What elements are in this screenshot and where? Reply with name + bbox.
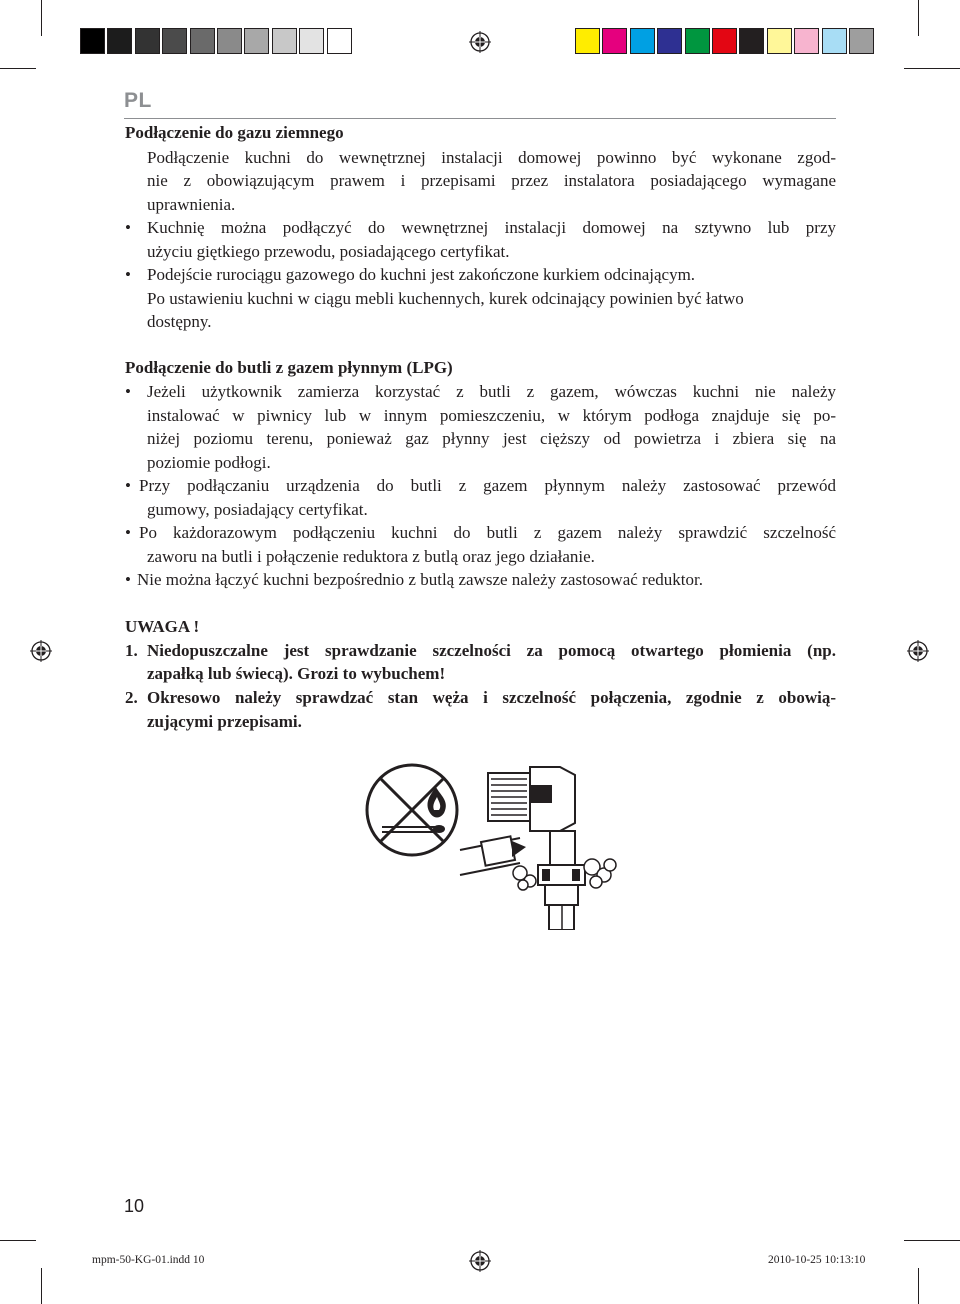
warning-line: zapałką lub świecą). Grozi to wybuchem! <box>147 664 446 683</box>
warning-number: 1. <box>125 641 138 660</box>
language-label: PL <box>124 89 152 112</box>
color-swatch <box>80 28 105 54</box>
bullet-icon: • <box>125 382 131 401</box>
bullet-line: Nie można łączyć kuchni bezpośrednio z butlą zawsze należy zastosować reduktor. <box>137 570 703 589</box>
warning-line: Okresowo należy sprawdzać stan węża i szczelność połączenia, zgodnie z obowią- <box>147 688 836 707</box>
color-swatch <box>849 28 874 54</box>
bullet-line: Kuchnię można podłączyć do wewnętrznej instalacji domowej na sztywno lub przy <box>147 218 836 237</box>
color-swatch <box>244 28 269 54</box>
color-swatch <box>190 28 215 54</box>
bullet-line: poziomie podłogi. <box>147 453 271 472</box>
page-number: 10 <box>124 1196 145 1216</box>
warning-title: UWAGA ! <box>125 617 200 636</box>
file-slug: mpm-50-KG-01.indd 10 <box>92 1254 205 1266</box>
bullet-line: gumowy, posiadający certyfikat. <box>147 500 368 519</box>
color-swatch <box>327 28 352 54</box>
timestamp-slug: 2010-10-25 10:13:10 <box>768 1254 866 1266</box>
color-swatch <box>162 28 187 54</box>
bullet-icon: • <box>125 265 131 284</box>
bullet-line: Jeżeli użytkownik zamierza korzystać z butli z gazem, wówczas kuchni nie należy <box>147 382 836 401</box>
crop-mark <box>41 0 42 36</box>
color-swatch <box>299 28 324 54</box>
bullet-line: Po każdorazowym podłączeniu kuchni do butli z gazem należy sprawdzić szczelność <box>139 523 836 542</box>
brush-icon <box>512 841 526 857</box>
crop-mark <box>918 0 919 36</box>
color-swatch <box>575 28 600 54</box>
bullet-line: użyciu giętkiego przewodu, posiadającego certyfikat. <box>147 242 510 261</box>
color-swatch <box>107 28 132 54</box>
color-swatch <box>657 28 682 54</box>
bullet-line: dostępny. <box>147 312 212 331</box>
section-heading-lpg: Podłączenie do butli z gazem płynnym (LPG) <box>125 358 453 377</box>
bullet-line: zaworu na butli i połączenie reduktora z butlą oraz jego działanie. <box>147 547 595 566</box>
warning-line: zującymi przepisami. <box>147 712 302 731</box>
color-swatch <box>822 28 847 54</box>
bullet-icon: • <box>125 476 131 495</box>
paragraph-line: uprawnienia. <box>147 195 236 214</box>
registration-mark-icon <box>907 640 929 662</box>
paragraph-line: Podłączenie kuchni do wewnętrznej instalacji domowej powinno być wykonane zgod- <box>147 148 836 167</box>
color-swatch <box>602 28 627 54</box>
registration-mark-icon <box>30 640 52 662</box>
leak-test-illustration <box>360 755 850 930</box>
bullet-icon: • <box>125 523 131 542</box>
crop-mark <box>0 1240 36 1241</box>
bullet-line: niżej poziomu terenu, ponieważ gaz płynny jest cięższy od powietrza i zbiera się na <box>147 429 836 448</box>
hose-icon <box>460 836 520 875</box>
registration-mark-icon <box>469 31 491 53</box>
no-open-flame-icon <box>367 765 457 855</box>
bullet-line: Po ustawieniu kuchni w ciągu mebli kuchennych, kurek odcinający powinien być łatwo <box>147 289 744 308</box>
crop-mark <box>904 68 960 69</box>
crop-mark <box>904 1240 960 1241</box>
header-rule <box>124 118 836 119</box>
color-swatch <box>712 28 737 54</box>
color-swatch <box>794 28 819 54</box>
color-swatch <box>217 28 242 54</box>
color-swatch <box>272 28 297 54</box>
crop-mark <box>41 1268 42 1304</box>
warning-number: 2. <box>125 688 138 707</box>
bullet-line: Podejście rurociągu gazowego do kuchni jest zakończone kurkiem odcinającym. <box>147 265 696 284</box>
bullet-line: instalować w piwnicy lub w innym pomieszczeniu, w którym podłoga znajduje się po- <box>147 406 836 425</box>
warning-line: Niedopuszczalne jest sprawdzanie szczelności za pomocą otwartego płomienia (np. <box>147 641 836 660</box>
paragraph-line: nie z obowiązującym prawem i przepisami przez instalatora posiadającego wymagane <box>147 171 836 190</box>
color-swatch <box>767 28 792 54</box>
color-swatch <box>685 28 710 54</box>
color-swatch <box>630 28 655 54</box>
crop-mark <box>918 1268 919 1304</box>
bullet-icon: • <box>125 570 131 589</box>
bullet-line: Przy podłączaniu urządzenia do butli z gazem płynnym należy zastosować przewód <box>139 476 836 495</box>
crop-mark <box>0 68 36 69</box>
section-heading-natural-gas: Podłączenie do gazu ziemnego <box>125 123 344 142</box>
bullet-icon: • <box>125 218 131 237</box>
registration-mark-icon <box>469 1250 491 1272</box>
color-swatch <box>135 28 160 54</box>
color-swatch <box>739 28 764 54</box>
